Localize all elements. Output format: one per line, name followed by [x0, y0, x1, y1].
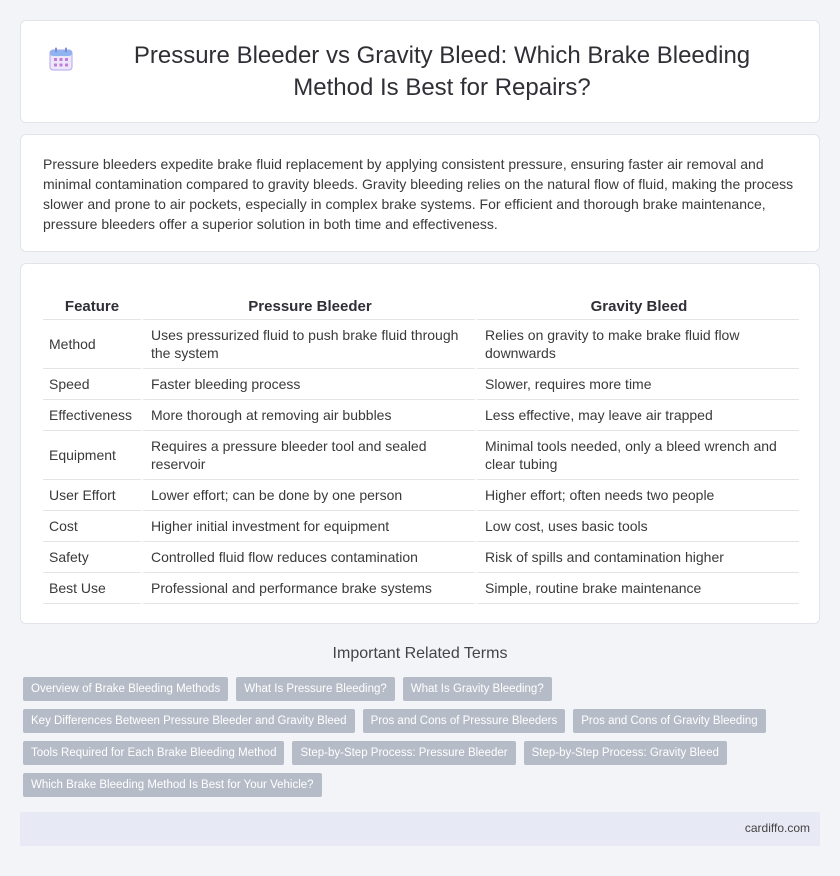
related-terms-heading: Important Related Terms [332, 645, 508, 662]
feature-cell: Cost [43, 511, 141, 542]
table-row [43, 511, 799, 542]
pressure-bleeder-cell: Lower effort; can be done by one person [141, 480, 475, 511]
intro-card [20, 134, 820, 252]
pressure-bleeder-cell: Higher initial investment for equipment [141, 511, 475, 542]
feature-cell: Speed [43, 369, 141, 400]
related-term-tag[interactable]: What Is Pressure Bleeding? [236, 677, 395, 701]
table-row [43, 369, 799, 400]
pressure-bleeder-cell: Requires a pressure bleeder tool and sealed reservoir [141, 431, 475, 480]
pressure-bleeder-cell: Faster bleeding process [141, 369, 475, 400]
gravity-bleed-cell: Risk of spills and contamination higher [475, 542, 799, 573]
related-term-tag[interactable]: Step-by-Step Process: Gravity Bleed [524, 741, 727, 765]
calendar-icon [48, 46, 74, 72]
gravity-bleed-cell: Minimal tools needed, only a bleed wrench and clear tubing [475, 431, 799, 480]
gravity-bleed-cell: Higher effort; often needs two people [475, 480, 799, 511]
related-term-tag[interactable]: What Is Gravity Bleeding? [403, 677, 552, 701]
table-row [43, 431, 799, 480]
gravity-bleed-cell: Slower, requires more time [475, 369, 799, 400]
feature-cell: Effectiveness [43, 400, 141, 431]
comparison-table [43, 294, 799, 604]
comparison-table-card [20, 263, 820, 624]
gravity-bleed-cell: Simple, routine brake maintenance [475, 573, 799, 604]
pressure-bleeder-cell: Professional and performance brake systems [141, 573, 475, 604]
feature-cell: Best Use [43, 573, 141, 604]
intro-paragraph: Pressure bleeders expedite brake fluid replacement by applying consistent pressure, ensuring faster air removal and minimal contamination compared to gravity bleeds. Gravity bleeding relies on the natural flow of fluid, making the process slower and prone to air pockets, especially in complex brake systems. For efficient and thorough brake maintenance, pressure bleeders offer a superior solution in both time and effectiveness. [43, 156, 794, 232]
gravity-bleed-cell: Less effective, may leave air trapped [475, 400, 799, 431]
related-term-tag[interactable]: Which Brake Bleeding Method Is Best for Your Vehicle? [23, 773, 322, 797]
feature-cell: Safety [43, 542, 141, 573]
feature-cell: Method [43, 320, 141, 369]
page-title: Pressure Bleeder vs Gravity Bleed: Which Brake Bleeding Method Is Best for Repairs? [133, 41, 751, 101]
gravity-bleed-cell: Relies on gravity to make brake fluid flow downwards [475, 320, 799, 369]
related-term-tag[interactable]: Tools Required for Each Brake Bleeding Method [23, 741, 284, 765]
table-row [43, 480, 799, 511]
site-name[interactable]: cardiffo.com [744, 821, 810, 835]
column-header-feature: Feature [43, 294, 141, 320]
feature-cell: Equipment [43, 431, 141, 480]
footer [20, 812, 820, 846]
pressure-bleeder-cell: Uses pressurized fluid to push brake fluid through the system [141, 320, 475, 369]
header-card [20, 20, 820, 123]
column-header-gravity-bleed: Gravity Bleed [475, 294, 799, 320]
feature-cell: User Effort [43, 480, 141, 511]
table-row [43, 400, 799, 431]
pressure-bleeder-cell: More thorough at removing air bubbles [141, 400, 475, 431]
table-row [43, 573, 799, 604]
related-term-tag[interactable]: Pros and Cons of Pressure Bleeders [363, 709, 566, 733]
gravity-bleed-cell: Low cost, uses basic tools [475, 511, 799, 542]
related-terms-list [23, 677, 813, 805]
related-term-tag[interactable]: Step-by-Step Process: Pressure Bleeder [292, 741, 515, 765]
pressure-bleeder-cell: Controlled fluid flow reduces contamination [141, 542, 475, 573]
related-term-tag[interactable]: Overview of Brake Bleeding Methods [23, 677, 228, 701]
table-row [43, 320, 799, 369]
related-term-tag[interactable]: Pros and Cons of Gravity Bleeding [573, 709, 765, 733]
table-row [43, 542, 799, 573]
related-term-tag[interactable]: Key Differences Between Pressure Bleeder and Gravity Bleed [23, 709, 355, 733]
column-header-pressure-bleeder: Pressure Bleeder [141, 294, 475, 320]
table-header-row [43, 294, 799, 320]
